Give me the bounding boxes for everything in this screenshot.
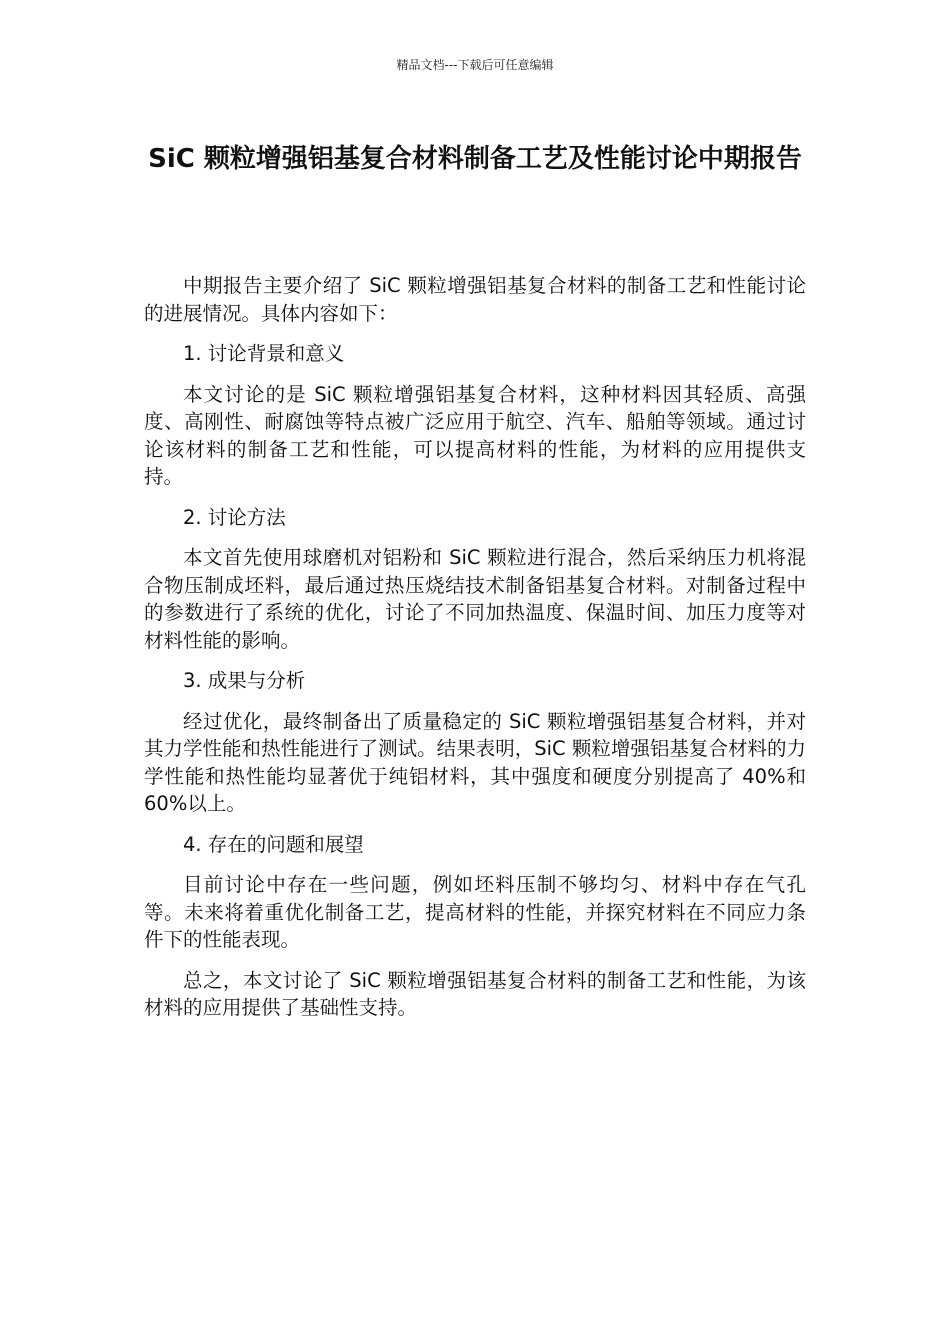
section-body-problems: 目前讨论中存在一些问题，例如坯料压制不够均匀、材料中存在气孔等。未来将着重优化制备工艺，提高材料的性能，并探究材料在不同应力条件下的性能表现。 — [144, 873, 806, 951]
section-heading-background: 1. 讨论背景和意义 — [183, 342, 345, 365]
document-title: SiC 颗粒增强铝基复合材料制备工艺及性能讨论中期报告 — [148, 144, 802, 174]
section-heading-results: 3. 成果与分析 — [183, 669, 306, 692]
intro-paragraph: 中期报告主要介绍了 SiC 颗粒增强铝基复合材料的制备工艺和性能讨论的进展情况。具体内容如下： — [144, 274, 806, 325]
section-body-method: 本文首先使用球磨机对铝粉和 SiC 颗粒进行混合，然后采纳压力机将混合物压制成坯料，最后通过热压烧结技术制备铝基复合材料。对制备过程中的参数进行了系统的优化，讨论了不同加热温度、保温时间、加压力度等对材料性能的影响。 — [144, 546, 806, 652]
page-header-note: 精品文档---下载后可任意编辑 — [396, 58, 554, 72]
conclusion-paragraph: 总之，本文讨论了 SiC 颗粒增强铝基复合材料的制备工艺和性能，为该材料的应用提供了基础性支持。 — [144, 968, 806, 1019]
section-heading-method: 2. 讨论方法 — [183, 505, 286, 529]
section-heading-problems: 4. 存在的问题和展望 — [183, 832, 364, 856]
section-body-background: 本文讨论的是 SiC 颗粒增强铝基复合材料，这种材料因其轻质、高强度、高刚性、耐腐蚀等特点被广泛应用于航空、汽车、船舶等领域。通过讨论该材料的制备工艺和性能，可以提高材料的性能，为材料的应用提供支持。 — [144, 382, 806, 488]
document-body — [144, 272, 806, 1035]
section-body-results: 经过优化，最终制备出了质量稳定的 SiC 颗粒增强铝基复合材料，并对其力学性能和热性能进行了测试。结果表明，SiC 颗粒增强铝基复合材料的力学性能和热性能均显著优于纯铝材料，其中强度和硬度分别提高了 40%和 60%以上。 — [144, 709, 806, 815]
